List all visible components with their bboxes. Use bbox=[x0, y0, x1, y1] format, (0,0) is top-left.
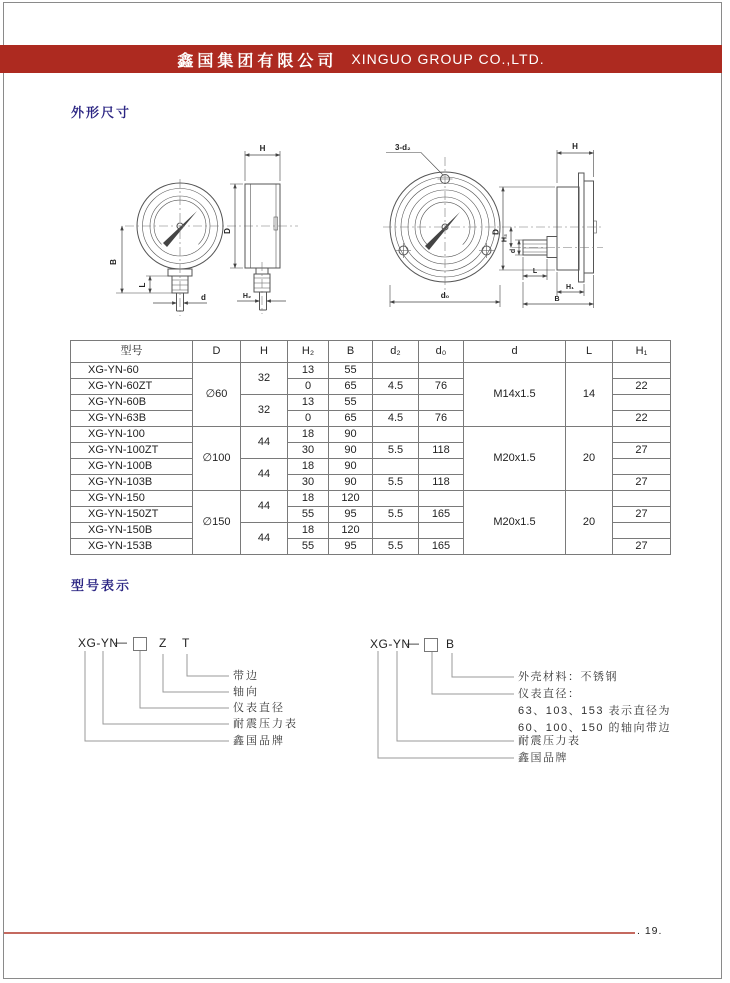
cell-d2 bbox=[373, 363, 419, 379]
needle bbox=[425, 212, 460, 250]
model-dash-left: — bbox=[115, 635, 128, 649]
page-number: . 19. bbox=[637, 925, 663, 937]
table-row: XG-YN-100 ∅100 44 18 90 M20x1.5 20 bbox=[71, 427, 671, 443]
axial-gauge-front-view bbox=[383, 143, 603, 307]
table-header-row bbox=[71, 341, 671, 363]
column-header: 型号 bbox=[71, 341, 193, 363]
model-label: 63、103、153 表示直径为 bbox=[518, 705, 671, 717]
model-cell: XG-YN-60B bbox=[71, 395, 193, 411]
table-row: XG-YN-150 ∅150 44 18 120 M20x1.5 20 bbox=[71, 491, 671, 507]
table-row bbox=[71, 363, 671, 379]
radial-gauge-side-view bbox=[223, 144, 286, 314]
radial-gauge-front-view bbox=[109, 179, 298, 316]
column-header: H₂ bbox=[288, 341, 329, 363]
table-row: XG-YN-63B 0 65 4.5 76 22 bbox=[71, 411, 671, 427]
cell-H1 bbox=[613, 363, 671, 379]
table-row: XG-YN-100ZT 30 90 5.5 118 27 bbox=[71, 443, 671, 459]
dimension-drawings bbox=[0, 125, 730, 340]
cell-d0 bbox=[419, 363, 464, 379]
dim-label-d0: d₀ bbox=[440, 291, 450, 300]
column-header: H bbox=[241, 341, 288, 363]
column-header: D bbox=[193, 341, 241, 363]
page-border-top bbox=[3, 2, 722, 3]
company-name-en: XINGUO GROUP CO.,LTD. bbox=[351, 51, 545, 67]
column-header: H₁ bbox=[613, 341, 671, 363]
model-label: 鑫国品牌 bbox=[233, 735, 285, 747]
model-label: 仪表直径： bbox=[518, 688, 581, 700]
dim-label-h: H bbox=[259, 144, 266, 153]
table-row: XG-YN-150ZT 55 95 5.5 165 27 bbox=[71, 507, 671, 523]
model-cell: XG-YN-100ZT bbox=[71, 443, 193, 459]
footer-rule bbox=[4, 932, 635, 934]
section-title-dimensions: 外形尺寸 bbox=[71, 105, 132, 120]
cell-B: 55 bbox=[329, 363, 373, 379]
table-row: XG-YN-153B 55 95 5.5 165 27 bbox=[71, 539, 671, 555]
dim-label-h2: H₂ bbox=[242, 293, 252, 300]
model-cell: XG-YN-60ZT bbox=[71, 379, 193, 395]
model-label: 60、100、150 的轴向带边 bbox=[518, 722, 671, 734]
model-label: 鑫国品牌 bbox=[518, 752, 568, 764]
dim-label-b: B bbox=[554, 296, 560, 303]
callout-3-d2: 3-d₂ bbox=[395, 143, 411, 152]
column-header: B bbox=[329, 341, 373, 363]
cell-H: 32 bbox=[241, 363, 288, 395]
model-cell: XG-YN-63B bbox=[71, 411, 193, 427]
model-label: 外壳材料：不锈钢 bbox=[518, 671, 618, 683]
section-title-model: 型号表示 bbox=[71, 578, 132, 593]
model-label: 仪表直径 bbox=[233, 702, 285, 714]
page-border-bottom bbox=[3, 978, 722, 979]
dimension-table bbox=[70, 340, 671, 555]
model-dash-right: — bbox=[407, 636, 420, 650]
model-cell: XG-YN-153B bbox=[71, 539, 193, 555]
model-designation-leader-lines bbox=[0, 630, 730, 775]
cell-L: 14 bbox=[566, 363, 613, 427]
dim-label-d: d bbox=[510, 248, 517, 254]
cell-H2: 13 bbox=[288, 363, 329, 379]
dim-label-l: L bbox=[138, 282, 147, 288]
column-header: d bbox=[464, 341, 566, 363]
dim-label-h: H bbox=[572, 142, 578, 151]
model-cell: XG-YN-100B bbox=[71, 459, 193, 475]
model-cell: XG-YN-60 bbox=[71, 363, 193, 379]
model-code-left: XG-YN bbox=[78, 636, 119, 650]
dim-label-dd: D bbox=[491, 229, 501, 235]
header-band bbox=[0, 45, 722, 73]
cell-D: ∅60 bbox=[193, 363, 241, 427]
column-header: d₂ bbox=[373, 341, 419, 363]
model-code-right: XG-YN bbox=[370, 637, 411, 651]
model-cell: XG-YN-150B bbox=[71, 523, 193, 539]
table-row: XG-YN-103B 30 90 5.5 118 27 bbox=[71, 475, 671, 491]
dim-label-dd: D bbox=[223, 228, 232, 234]
table-row: XG-YN-60ZT 0 65 4.5 76 22 bbox=[71, 379, 671, 395]
model-cell: XG-YN-100 bbox=[71, 427, 193, 443]
axial-gauge-side-view bbox=[492, 142, 604, 308]
dim-label-h2: H₂ bbox=[501, 233, 509, 243]
model-cell: XG-YN-150ZT bbox=[71, 507, 193, 523]
dim-label-d: d bbox=[201, 293, 206, 302]
model-label: 轴向 bbox=[233, 686, 259, 698]
dim-label-b: B bbox=[109, 259, 118, 265]
dim-label-l: L bbox=[532, 268, 538, 275]
model-code-t: T bbox=[182, 636, 190, 650]
model-diameter-box-left bbox=[133, 637, 147, 651]
model-cell: XG-YN-103B bbox=[71, 475, 193, 491]
model-code-z: Z bbox=[159, 636, 167, 650]
model-cell: XG-YN-150 bbox=[71, 491, 193, 507]
company-name-cn: 鑫国集团有限公司 bbox=[177, 52, 338, 70]
model-code-b: B bbox=[446, 637, 455, 651]
column-header: d₀ bbox=[419, 341, 464, 363]
table-row: XG-YN-100B 44 18 90 bbox=[71, 459, 671, 475]
column-header: L bbox=[566, 341, 613, 363]
model-diameter-box-right bbox=[424, 638, 438, 652]
table-row: XG-YN-60B 32 13 55 bbox=[71, 395, 671, 411]
cell-d: M14x1.5 bbox=[464, 363, 566, 427]
model-label: 耐震压力表 bbox=[233, 718, 298, 730]
dim-label-h1: H₁ bbox=[566, 284, 574, 291]
table-row: XG-YN-150B 44 18 120 bbox=[71, 523, 671, 539]
model-label: 耐震压力表 bbox=[518, 735, 581, 747]
model-label: 带边 bbox=[233, 670, 259, 682]
